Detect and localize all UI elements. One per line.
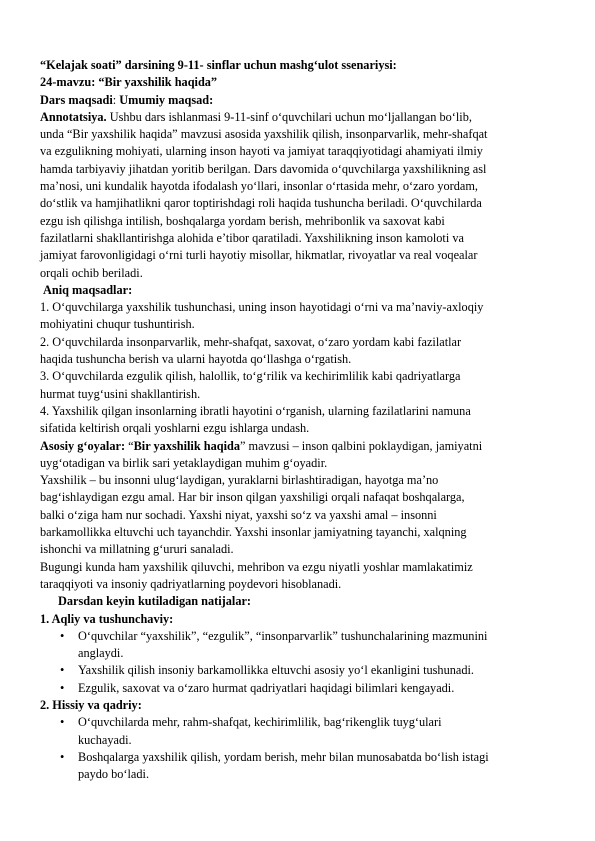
list-item-line: O‘quvchilar “yaxshilik”, “ezgulik”, “insonparvarlik” tushunchalarining mazmunini bbox=[78, 628, 488, 643]
annotation-line: ma’nosi, uni kundalik hayotda ifodalash yo‘llari, insonlar o‘rtasida mehr, o‘zaro yordam, bbox=[40, 179, 478, 194]
results-section-title: 2. Hissiy va qadriy: bbox=[40, 697, 142, 712]
results-bullet-list bbox=[40, 628, 560, 697]
list-item bbox=[40, 680, 560, 697]
annotation-paragraph bbox=[40, 109, 560, 282]
objective-line: 2. O‘quvchilarda insonparvarlik, mehr-shafqat, saxovat, o‘zaro yordam kabi fazilatlar bbox=[40, 334, 462, 349]
annotation-text: Ushbu dars ishlanmasi 9-11-sinf o‘quvchilari uchun mo‘ljallangan bo‘lib, bbox=[106, 109, 472, 124]
list-item-line: Boshqalarga yaxshilik qilish, yordam berish, mehr bilan munosabatda bo‘lish istagi bbox=[78, 749, 489, 764]
objective-line: haqida tushuncha berish va ularni hayotda qo‘llashga o‘rgatish. bbox=[40, 352, 352, 367]
main-ideas-label: Asosiy g‘oyalar: bbox=[40, 438, 126, 453]
objectives-heading: Aniq maqsadlar: bbox=[43, 282, 133, 297]
list-item bbox=[40, 714, 560, 749]
main-ideas-first-line bbox=[40, 438, 560, 455]
annotation-line: ezgu ish qilishga intilish, boshqalarga yordam berish, mehribonlik va saxovat kabi bbox=[40, 213, 445, 228]
objectives-list bbox=[40, 299, 560, 437]
objective-line: 1. O‘quvchilarga yaxshilik tushunchasi, uning inson hayotidagi o‘rni va ma’naviy-axloqiy bbox=[40, 300, 484, 315]
annotation-line: fazilatlarni shakllantirishga alohida e’tibor qaratiladi. Yaxshilikning inson kamoloti va bbox=[40, 230, 464, 245]
main-ideas-paragraph bbox=[40, 455, 560, 593]
main-ideas-quote-open: “ bbox=[125, 438, 134, 453]
main-ideas-line: barkamollikka eltuvchi uch tayanchdir. Yaxshi insonlar jamiyatning tayanchi, xalqning bbox=[40, 525, 467, 540]
list-item-line: kuchayadi. bbox=[78, 732, 132, 747]
document-page bbox=[40, 57, 560, 783]
goal-sep: : bbox=[112, 92, 120, 107]
bullet-icon: • bbox=[60, 715, 65, 730]
main-ideas-line: Bugungi kunda ham yaxshilik qiluvchi, mehribon va ezgu niyatli yoshlar mamlakatimiz bbox=[40, 559, 473, 574]
list-item-line: O‘quvchilarda mehr, rahm-shafqat, kechirimlilik, bag‘rikenglik tuyg‘ulari bbox=[78, 715, 442, 730]
objective-line: 4. Yaxshilik qilgan insonlarning ibratli hayotini o‘rganish, ularning fazilatlarini namuna bbox=[40, 403, 471, 418]
goal-label: Dars maqsadi bbox=[40, 92, 113, 107]
bullet-icon: • bbox=[60, 663, 65, 678]
annotation-line bbox=[40, 109, 560, 126]
main-ideas-line: uyg‘otadigan va birlik sari yetaklaydigan muhim g‘oyadir. bbox=[40, 455, 328, 470]
objective-line: hurmat tuyg‘usini shakllantirish. bbox=[40, 386, 201, 401]
goal-line bbox=[40, 92, 560, 109]
list-item-line: Yaxshilik qilish insoniy barkamollikka eltuvchi asosiy yo‘l ekanligini tushunadi. bbox=[78, 663, 474, 678]
annotation-line: unda “Bir yaxshilik haqida” mavzusi asosida yaxshilik qilish, insonparvarlik, mehr-shafqat bbox=[40, 127, 488, 142]
list-item-line: Ezgulik, saxovat va o‘zaro hurmat qadriyatlari haqidagi bilimlari kengayadi. bbox=[78, 680, 455, 695]
main-ideas-line: ishonchi va millatning g‘ururi sanaladi. bbox=[40, 542, 234, 557]
list-item bbox=[40, 749, 560, 784]
annotation-label: Annotatsiya. bbox=[40, 109, 107, 124]
document-title: “Kelajak soati” darsining 9-11- sinflar uchun mashg‘ulot ssenariysi: bbox=[40, 58, 397, 72]
annotation-line: hamda tarbiyaviy jihatdan yoritib berilgan. Dars davomida o‘quvchilarga yaxshilikning asl bbox=[40, 161, 487, 176]
main-ideas-line: balki o‘ziga ham nur sochadi. Yaxshi niyat, yaxshi so‘z va yaxshi amal – insonni bbox=[40, 507, 437, 522]
main-ideas-first-rest: ” mavzusi – inson qalbini poklaydigan, jamiyatni bbox=[240, 438, 483, 453]
objective-line: sifatida keltirish orqali yoshlarni ezgu ishlarga undash. bbox=[40, 421, 310, 436]
main-ideas-line: taraqqiyoti va insoniy qadriyatlarning poydevori hisoblanadi. bbox=[40, 576, 342, 591]
objective-line: mohiyatini chuqur tushuntirish. bbox=[40, 317, 195, 332]
bullet-icon: • bbox=[60, 628, 65, 643]
list-item-line: paydo bo‘ladi. bbox=[78, 767, 150, 782]
topic-line: 24-mavzu: “Bir yaxshilik haqida” bbox=[40, 75, 218, 90]
main-ideas-line: bag‘ishlaydigan ezgu amal. Har bir inson qilgan yaxshiligi orqali nafaqat boshqalarga, bbox=[40, 490, 465, 505]
bullet-icon: • bbox=[60, 680, 65, 695]
results-section-title: 1. Aqliy va tushunchaviy: bbox=[40, 611, 174, 626]
main-ideas-topic: Bir yaxshilik haqida bbox=[133, 438, 240, 453]
results-sections bbox=[40, 611, 560, 784]
list-item bbox=[40, 628, 560, 663]
goal-value: Umumiy maqsad: bbox=[119, 92, 214, 107]
list-item-line: anglaydi. bbox=[78, 646, 124, 661]
annotation-line: jamiyat farovonligidagi o‘rni turli hayotiy misollar, hikmatlar, rivoyatlar va real voqealar bbox=[40, 248, 478, 263]
list-item bbox=[40, 662, 560, 679]
objective-line: 3. O‘quvchilarda ezgulik qilish, halollik, to‘g‘rilik va kechirimlilik kabi qadriyatlarga bbox=[40, 369, 461, 384]
bullet-icon: • bbox=[60, 749, 65, 764]
results-bullet-list bbox=[40, 714, 560, 783]
annotation-line: orqali ochib beriladi. bbox=[40, 265, 143, 280]
annotation-line: do‘stlik va hamjihatlikni qaror toptirishdagi roli haqida tushuncha beriladi. O‘quvchilarda bbox=[40, 196, 482, 211]
main-ideas-line: Yaxshilik – bu insonni ulug‘laydigan, yuraklarni birlashtiradigan, hayotga ma’no bbox=[40, 473, 439, 488]
results-heading: Darsdan keyin kutiladigan natijalar: bbox=[58, 594, 252, 609]
annotation-line: va ezgulikning mohiyati, ularning inson hayoti va jamiyat taraqqiyotidagi ahamiyati ilmiy bbox=[40, 144, 483, 159]
